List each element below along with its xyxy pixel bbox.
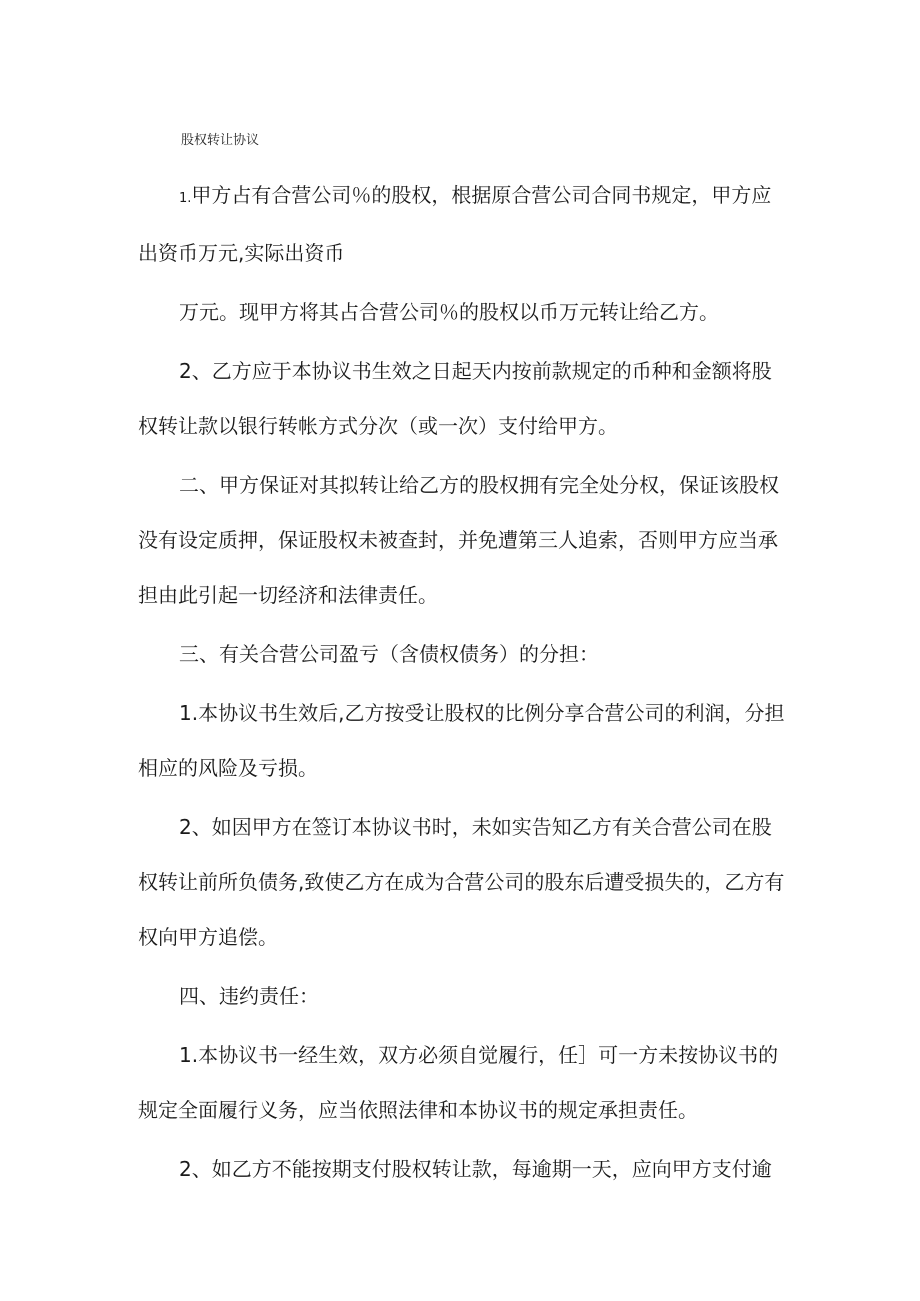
paragraph-6 xyxy=(138,686,788,796)
paragraph-line: 1.本协议书一经生效，双方必须自觉履行，任］可一方未按协议书的 xyxy=(179,1043,779,1067)
paragraph-8 xyxy=(138,969,788,1024)
paragraph-line: 担由此引起一切经济和法律责任。 xyxy=(138,583,438,607)
paragraph-7 xyxy=(138,800,788,965)
paragraph-line: 权向甲方追偿。 xyxy=(138,925,278,949)
paragraph-1 xyxy=(138,168,788,281)
paragraph-9 xyxy=(138,1028,788,1138)
clause-number: 1. xyxy=(179,191,192,206)
paragraph-4 xyxy=(138,458,788,623)
document-body xyxy=(138,168,788,1197)
paragraph-line: 权转让款以银行转帐方式分次（或一次）支付给甲方。 xyxy=(138,414,618,438)
paragraph-line: 二、甲方保证对其拟转让给乙方的股权拥有完全处分权，保证该股权 xyxy=(179,473,779,497)
paragraph-line: 四、违约责任： xyxy=(179,984,319,1008)
paragraph-line: 没有设定质押，保证股权未被查封，并免遭第三人追索，否则甲方应当承 xyxy=(138,528,778,552)
paragraph-line: 2、乙方应于本协议书生效之日起天内按前款规定的币种和金额将股 xyxy=(179,359,772,383)
paragraph-line: 相应的风险及亏损。 xyxy=(138,756,318,780)
paragraph-3 xyxy=(138,344,788,454)
paragraph-line: 三、有关合营公司盈亏（含债权债务）的分担： xyxy=(179,642,599,666)
document-title: 股权转让协议 xyxy=(181,133,260,148)
paragraph-10 xyxy=(138,1142,788,1197)
paragraph-line: 1.甲方占有合营公司％的股权，根据原合营公司合同书规定，甲方应 xyxy=(179,183,772,207)
paragraph-line: 出资币万元,实际出资币 xyxy=(138,241,345,265)
paragraph-line: 2、如乙方不能按期支付股权转让款，每逾期一天，应向甲方支付逾 xyxy=(179,1157,772,1181)
paragraph-2 xyxy=(138,285,788,340)
paragraph-line: 权转让前所负债务,致使乙方在成为合营公司的股东后遭受损失的，乙方有 xyxy=(138,870,785,894)
paragraph-line: 规定全面履行义务，应当依照法律和本协议书的规定承担责任。 xyxy=(138,1098,698,1122)
paragraph-line: 万元。现甲方将其占合营公司％的股权以币万元转让给乙方。 xyxy=(179,300,719,324)
paragraph-line: 1.本协议书生效后,乙方按受让股权的比例分享合营公司的利润，分担 xyxy=(179,701,785,725)
paragraph-line: 2、如因甲方在签订本协议书时，未如实告知乙方有关合营公司在股 xyxy=(179,815,772,839)
paragraph-5 xyxy=(138,627,788,682)
